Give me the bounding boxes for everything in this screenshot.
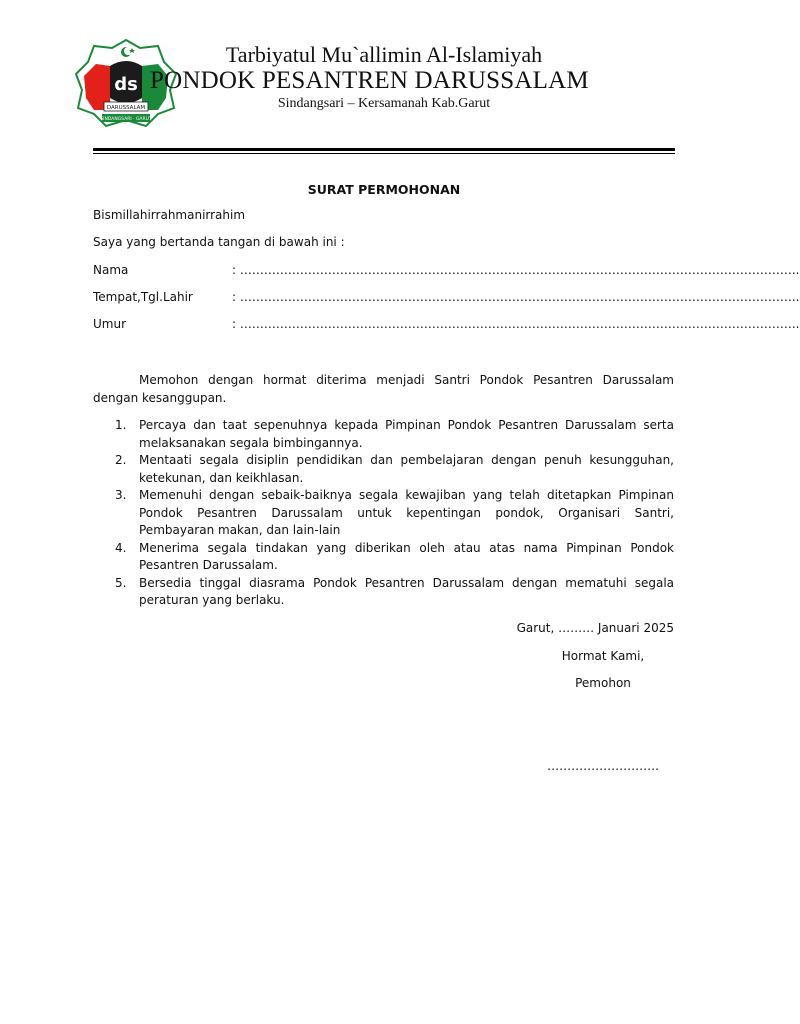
letter-opening: Bismillahirrahmanirrahim — [93, 208, 246, 222]
list-item — [93, 575, 674, 610]
field-value-nama: : ………………………………………………………………………………………………………………………….. — [232, 263, 800, 277]
list-item-number: 3. — [115, 488, 127, 502]
list-item-text: Bersedia tinggal diasrama Pondok Pesantren Darussalam dengan mematuhi segala peraturan yang berlaku. — [139, 575, 674, 607]
list-item-number: 1. — [115, 418, 127, 432]
place-date: Garut, ……… Januari 2025 — [516, 621, 674, 635]
field-label-tempat-tgl-lahir: Tempat,Tgl.Lahir — [93, 290, 193, 304]
list-item — [93, 487, 674, 540]
request-paragraph: Memohon dengan hormat diterima menjadi Santri Pondok Pesantren Darussalam dengan kesanggupan. — [93, 373, 674, 405]
list-item-text: Menerima segala tindakan yang diberikan oleh atau atas nama Pimpinan Pondok Pesantren Darussalam. — [139, 540, 674, 572]
list-item-number: 5. — [115, 575, 127, 590]
field-value-umur: : ………………………………………………………………………………………………………………………….. — [232, 317, 800, 331]
list-item — [93, 452, 674, 487]
letterhead-institution: Tarbiyatul Mu`allimin Al-Islamiyah — [225, 42, 543, 67]
field-value-tempat-tgl-lahir: : ………………………………………………………………………………………………………………………….. — [232, 290, 800, 304]
field-label-umur: Umur — [93, 317, 127, 331]
closing-greeting: Hormat Kami, — [561, 649, 645, 663]
commitment-list — [93, 417, 674, 610]
list-item-text: Memenuhi dengan sebaik-baiknya segala kewajiban yang telah ditetapkan Pimpinan Pondok Pesantren Darussalam untuk kepentingan pondok, Organisari Santri, Pembayaran makan, dan lain-lain — [139, 488, 674, 537]
field-label-nama: Nama — [93, 263, 129, 277]
letter-intro: Saya yang bertanda tangan di bawah ini : — [93, 235, 345, 249]
svg-text:ds: ds — [114, 74, 138, 95]
logo-banner-text: DARUSSALAM — [106, 105, 146, 111]
letterhead-divider-thick — [93, 148, 675, 151]
letter-title: SURAT PERMOHONAN — [307, 182, 461, 197]
letterhead-divider-thin — [93, 153, 675, 154]
list-item-number: 4. — [115, 540, 127, 555]
letterhead-address: Sindangsari – Kersamanah Kab.Garut — [277, 96, 491, 111]
signer-role: Pemohon — [575, 676, 631, 690]
letterhead-name: PONDOK PESANTREN DARUSSALAM — [150, 67, 589, 94]
list-item-text: Percaya dan taat sepenuhnya kepada Pimpinan Pondok Pesantren Darussalam serta melaksanakan segala bimbingannya. — [139, 418, 674, 450]
list-item-text: Mentaati segala disiplin pendidikan dan pembelajaran dengan penuh kesungguhan, ketekunan, dan keikhlasan. — [139, 453, 674, 485]
list-item-number: 2. — [115, 453, 127, 467]
list-item — [93, 540, 674, 575]
signature-line: ………………………. — [547, 759, 659, 773]
logo-location-text: SINDANGSARI · GARUT — [100, 117, 152, 122]
list-item — [93, 417, 674, 452]
